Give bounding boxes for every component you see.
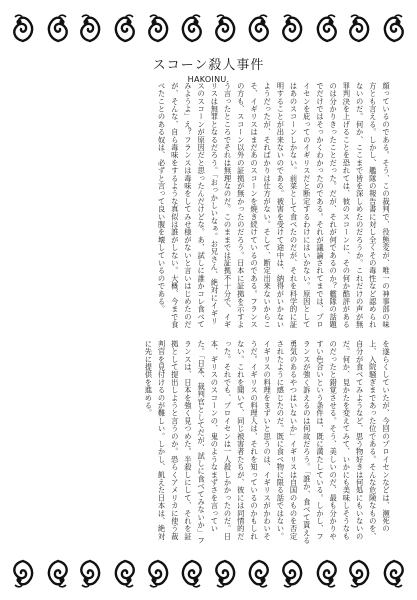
swirl-ornament-icon [44,559,71,589]
swirl-ornament-icon [313,13,340,43]
swirl-ornament-icon [44,13,71,43]
swirl-ornament-icon [380,13,407,43]
swirl-ornament-icon [145,559,172,589]
lower-text-block [26,340,393,545]
swirl-ornament-icon [245,13,272,43]
top-ornament-band [10,10,407,46]
swirl-ornament-icon [212,13,239,43]
bottom-ornament-band [10,556,407,592]
swirl-ornament-icon [346,559,373,589]
swirl-ornament-icon [279,559,306,589]
swirl-ornament-icon [10,13,37,43]
author-name: HAKOINU. [187,75,230,84]
swirl-ornament-icon [346,13,373,43]
swirl-ornament-icon [77,559,104,589]
swirl-ornament-icon [212,559,239,589]
swirl-ornament-icon [10,559,37,589]
swirl-ornament-icon [279,13,306,43]
swirl-ornament-icon [145,13,172,43]
page-title: スコーン殺人事件 [152,58,265,73]
swirl-ornament-icon [178,559,205,589]
upper-text-block [26,82,393,330]
swirl-ornament-icon [380,559,407,589]
lower-text: を遂らくしていたが、今回のプロイセンなどは、瀕死の上、入院騒ぎまであった位である。そんな危険なものを、自分が食べてみようなど、思う物好きは何処にもいないのだ。何か、見かたを変えてみて、いかにも美味しそうなものだったと錯覚させる。そう、美しいのだ、最も分かりやすい色合いという条件は、既に満たしている。しかし、フランスが強く訴えるのは何故だろう。「誰か、食べて貰える勇気のあるやつはいないか」イギリスは自国のものを否定されたように感じたのだ。既に食べ物に限る話ではない。イギリスの料理をまずいと思うのは、イギリスがかわいそうだ。イギリスの料理人は、それを知っているのかもしれない。これを聞いて、同じ被害者たちが、彼には同情的だった。それでも、プロイセンは一人殺しかかったのだ。日本、ギリスのスコーンの、鬼のようなまずさを言っていた。「日本、裁判官としてだが、試しに食べてみないか」フランスは、日本を強く見つめた。半殺しにして、それを証拠として提出しようと言うのか。恐らくアメリカに使う裁判官を見付けるのが難しい。しかし、飢えた日本は、絶対に先に提供を進める。 [144,340,391,545]
upper-text: 顔っているのである。そう、この裁判で、役態変が、唯一の神事部の味方とも言える。しかし、艦隊の報告書に対し全くその毒性など認められないのだ。何か、ここまで皆を深しめたのだろうか。これだけの声が無罪判決を上げることを恐れては、彼のスコーンに、その何か酷評があるのは分かりきったことだった。だが、それが何であるのか？艦隊の話題でだけではそっかくわかったのである。それが議論されてまでは、プロイセンを庇ってのイギリスだと断定するわけにはいかない。原因としてはあのスコーンしかない。前菜として食べたのだが、それを科学的に証明することが出来ないのである。被害を受けて途中は、納得がいかないようだったが、そればかりは仕方がない。そして、断定出来ないからこそ、イギリスはまだあのスコーンを焼き続けているのである。フランスの方も、スコーン以外の証拠が無かったのだろう。日本に証拠を示すよう言ったところでそれは無理なのだ。このままでは証拠不十分で、イギリスは無罪となるだろう。「おっかしいなぁ。お兄さん、絶対にイギリスのスコーンが原因だと思ったんだけどな。あ、試しに誰かコレ食べてみようよ」え？フランスは毒味をしてみせ様がないと言いはじめたのだが、そんな、自ら毒味をするような真似は誰がしない。大概、今まで食べたことのある奴は、必ずと言って良い腹を壊しているのである。 [157,82,391,329]
title-block [0,54,417,84]
swirl-ornament-icon [178,13,205,43]
swirl-ornament-icon [313,559,340,589]
swirl-ornament-icon [111,13,138,43]
swirl-ornament-icon [77,13,104,43]
swirl-ornament-icon [245,559,272,589]
swirl-ornament-icon [111,559,138,589]
